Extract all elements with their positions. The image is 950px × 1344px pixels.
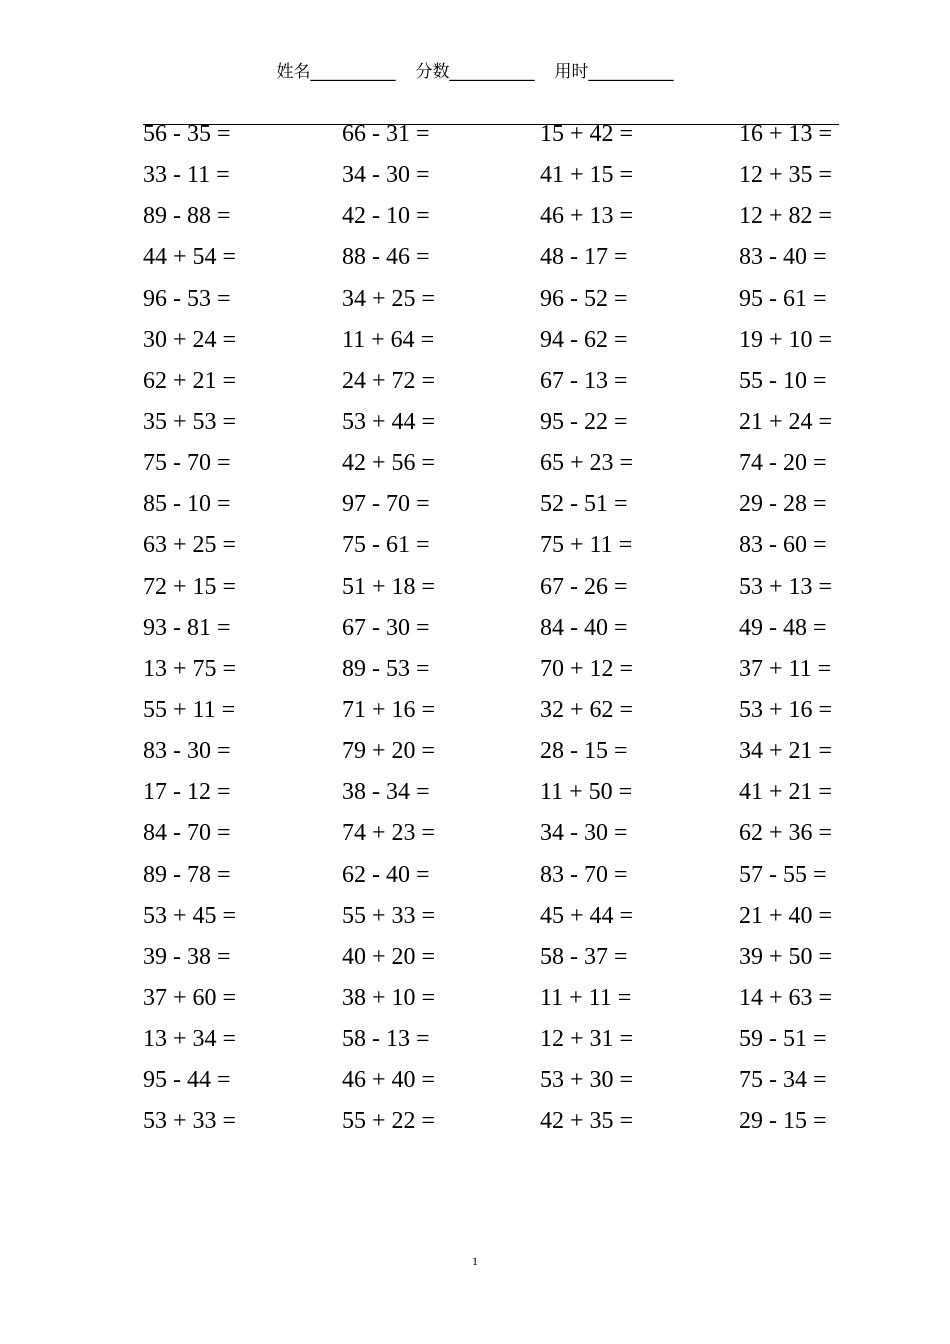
math-problem: 45 + 44 = [540,902,634,929]
math-problem: 62 - 40 = [342,861,430,888]
math-problem: 46 + 40 = [342,1067,436,1094]
math-problem: 95 - 44 = [143,1067,231,1094]
math-problem: 12 + 35 = [739,162,833,189]
math-problem: 94 - 62 = [540,326,628,353]
math-problem: 83 - 60 = [739,532,827,559]
math-problem: 21 + 24 = [739,408,833,435]
math-problem: 67 - 30 = [342,614,430,641]
math-problem: 49 - 48 = [739,614,827,641]
math-problem: 53 + 33 = [143,1108,237,1135]
math-problem: 42 + 56 = [342,450,436,477]
math-problem: 42 - 10 = [342,203,430,230]
problem-row [143,196,943,237]
name-field: 姓名__________ [276,62,396,82]
math-problem: 51 + 18 = [342,573,436,600]
math-problem: 75 - 34 = [739,1067,827,1094]
problem-row [143,1101,943,1142]
math-problem: 13 + 75 = [143,655,237,682]
math-problem: 67 - 13 = [540,367,628,394]
math-problem: 93 - 81 = [143,614,231,641]
problem-row [143,1019,943,1060]
math-problem: 89 - 78 = [143,861,231,888]
math-problem: 34 - 30 = [540,820,628,847]
math-problem: 55 - 10 = [739,367,827,394]
math-problem: 29 - 28 = [739,491,827,518]
math-problem: 58 - 13 = [342,1026,430,1053]
problem-row [143,155,943,196]
math-problem: 74 + 23 = [342,820,436,847]
math-problem: 53 + 44 = [342,408,436,435]
math-problem: 66 - 31 = [342,121,430,147]
problem-row [143,978,943,1019]
math-problem: 71 + 16 = [342,696,436,723]
math-problem: 83 - 70 = [540,861,628,888]
problem-row [143,114,943,155]
math-problem: 48 - 17 = [540,244,628,271]
math-problem: 34 + 25 = [342,285,436,312]
math-problem: 41 + 15 = [540,162,634,189]
problem-row [143,484,943,525]
math-problem: 11 + 50 = [540,779,633,806]
math-problem: 65 + 23 = [540,450,634,477]
problem-row [143,608,943,649]
math-problem: 29 - 15 = [739,1108,827,1135]
math-problem: 75 + 11 = [540,532,633,559]
math-problem: 56 - 35 = [143,121,231,147]
math-problem: 72 + 15 = [143,573,237,600]
math-problem: 84 - 40 = [540,614,628,641]
math-problem: 74 - 20 = [739,450,827,477]
math-problem: 35 + 53 = [143,408,237,435]
math-problem: 88 - 46 = [342,244,430,271]
math-problem: 96 - 53 = [143,285,231,312]
problem-row [143,937,943,978]
math-problem: 70 + 12 = [540,655,634,682]
math-problem: 39 + 50 = [739,943,833,970]
math-problem: 79 + 20 = [342,738,436,765]
math-problem: 17 - 12 = [143,779,231,806]
math-problem: 42 + 35 = [540,1108,634,1135]
problem-row [143,402,943,443]
math-problem: 53 + 45 = [143,902,237,929]
math-problem: 83 - 40 = [739,244,827,271]
math-problem: 62 + 36 = [739,820,833,847]
math-problem: 53 + 16 = [739,696,833,723]
problem-grid [143,114,943,1143]
math-problem: 19 + 10 = [739,326,833,353]
math-problem: 37 + 11 = [739,655,832,682]
math-problem: 96 - 52 = [540,285,628,312]
problem-row [143,649,943,690]
math-problem: 95 - 61 = [739,285,827,312]
math-problem: 12 + 31 = [540,1026,634,1053]
problem-row [143,361,943,402]
math-problem: 83 - 30 = [143,738,231,765]
math-problem: 13 + 34 = [143,1026,237,1053]
math-problem: 21 + 40 = [739,902,833,929]
math-problem: 15 + 42 = [540,121,634,147]
math-problem: 40 + 20 = [342,943,436,970]
math-problem: 89 - 53 = [342,655,430,682]
math-problem: 11 + 11 = [540,984,632,1011]
math-problem: 34 + 21 = [739,738,833,765]
math-problem: 75 - 61 = [342,532,430,559]
math-problem: 85 - 10 = [143,491,231,518]
math-problem: 37 + 60 = [143,984,237,1011]
math-problem: 53 + 13 = [739,573,833,600]
page-number: 1 [472,1254,478,1268]
math-problem: 16 + 13 = [739,121,833,147]
problem-row [143,772,943,813]
problem-row [143,443,943,484]
math-problem: 38 - 34 = [342,779,430,806]
problem-row [143,855,943,896]
math-problem: 97 - 70 = [342,491,430,518]
math-problem: 46 + 13 = [540,203,634,230]
math-problem: 41 + 21 = [739,779,833,806]
math-problem: 38 + 10 = [342,984,436,1011]
math-problem: 30 + 24 = [143,326,237,353]
math-problem: 95 - 22 = [540,408,628,435]
score-field: 分数__________ [415,62,535,82]
math-problem: 52 - 51 = [540,491,628,518]
problem-row [143,896,943,937]
problem-row [143,567,943,608]
math-problem: 63 + 25 = [143,532,237,559]
math-problem: 28 - 15 = [540,738,628,765]
math-problem: 89 - 88 = [143,203,231,230]
math-problem: 59 - 51 = [739,1026,827,1053]
math-problem: 75 - 70 = [143,450,231,477]
math-problem: 55 + 22 = [342,1108,436,1135]
problem-row [143,813,943,854]
problem-row [143,320,943,361]
math-problem: 34 - 30 = [342,162,430,189]
math-problem: 11 + 64 = [342,326,435,353]
math-problem: 24 + 72 = [342,367,436,394]
math-problem: 55 + 33 = [342,902,436,929]
math-problem: 67 - 26 = [540,573,628,600]
problem-row [143,237,943,278]
math-problem: 53 + 30 = [540,1067,634,1094]
math-problem: 57 - 55 = [739,861,827,888]
math-problem: 39 - 38 = [143,943,231,970]
problem-row [143,690,943,731]
problem-row [143,279,943,320]
worksheet-header [0,57,950,82]
math-problem: 33 - 11 = [143,162,230,189]
math-problem: 84 - 70 = [143,820,231,847]
math-problem: 62 + 21 = [143,367,237,394]
math-problem: 55 + 11 = [143,696,236,723]
math-problem: 58 - 37 = [540,943,628,970]
problem-row [143,731,943,772]
time-field: 用时__________ [554,62,674,82]
math-problem: 12 + 82 = [739,203,833,230]
problem-row [143,525,943,566]
problem-row [143,1060,943,1101]
math-problem: 14 + 63 = [739,984,833,1011]
math-problem: 44 + 54 = [143,244,237,271]
math-problem: 32 + 62 = [540,696,634,723]
